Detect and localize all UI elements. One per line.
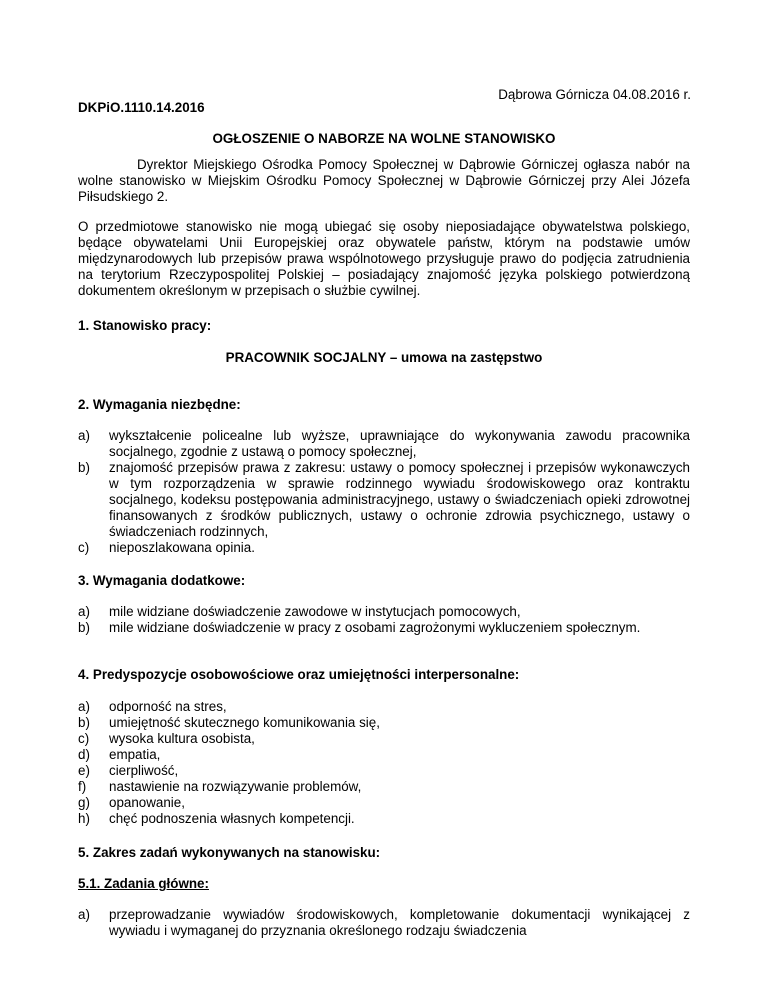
list-item bbox=[78, 699, 690, 715]
section-3-heading: 3. Wymagania dodatkowe: bbox=[78, 573, 246, 588]
list-item-text: cierpliwość, bbox=[109, 763, 179, 778]
list-item-text: znajomość przepisów prawa z zakresu: ustawy o pomocy społecznej i przepisów wykonawczych w tym rozporządzenia w sprawie rodzinnego wywiadu środowiskowego oraz kontraktu socjalnego, kodeksu postępowania administracyjnego, ustawy o świadczeniach opieki zdrowotnej finansowanych z środków publicznych, ustawy o ochronie zdrowia psychicznego, ustawy o świadczeniach rodzinnych, bbox=[109, 460, 690, 539]
list-item-label: a) bbox=[78, 907, 90, 922]
reference-number: DKPiO.1110.14.2016 bbox=[78, 100, 205, 115]
list-item-text: nastawienie na rozwiązywanie problemów, bbox=[109, 779, 362, 794]
list-item-text: wykształcenie policealne lub wyższe, uprawniające do wykonywania zawodu pracownika socjalnego, zgodnie z ustawą o pomocy społecznej, bbox=[109, 428, 690, 459]
section-4-heading: 4. Predyspozycje osobowościowe oraz umiejętności interpersonalne: bbox=[78, 667, 520, 682]
section-2-heading: 2. Wymagania niezbędne: bbox=[78, 397, 241, 412]
list-item-text: odporność na stres, bbox=[109, 699, 227, 714]
list-item bbox=[78, 907, 690, 939]
list-item bbox=[78, 779, 690, 795]
list-item bbox=[78, 540, 690, 556]
list-item-label: c) bbox=[78, 731, 90, 746]
list-item bbox=[78, 747, 690, 763]
list-item-text: opanowanie, bbox=[109, 795, 185, 810]
list-item-text: empatia, bbox=[109, 747, 161, 762]
list-item-label: g) bbox=[78, 795, 90, 810]
list-item-label: a) bbox=[78, 604, 90, 619]
list-item bbox=[78, 731, 690, 747]
list-item bbox=[78, 763, 690, 779]
list-item bbox=[78, 715, 690, 731]
list-item-text: nieposzlakowana opinia. bbox=[109, 540, 255, 555]
position-title: PRACOWNIK SOCJALNY – umowa na zastępstwo bbox=[225, 350, 543, 365]
list-item-text: mile widziane doświadczenie zawodowe w instytucjach pomocowych, bbox=[109, 604, 521, 619]
list-item-label: b) bbox=[78, 715, 90, 730]
list-item-label: c) bbox=[78, 540, 90, 555]
eligibility-paragraph: O przedmiotowe stanowisko nie mogą ubiegać się osoby nieposiadające obywatelstwa polskiego, będące obywatelami Unii Europejskiej oraz obywatele państw, którym na podstawie umów międzynarodowych lub przepisów prawa wspólnotowego przysługuje prawo do podjęcia zatrudnienia na terytorium Rzeczypospolitej Polskiej – posiadający znajomość języka polskiego potwierdzoną dokumentem określonym w przepisach o służbie cywilnej. bbox=[78, 219, 690, 298]
list-item-text: mile widziane doświadczenie w pracy z osobami zagrożonymi wykluczeniem społecznym. bbox=[109, 620, 641, 635]
list-item-label: b) bbox=[78, 620, 90, 635]
list-item-label: f) bbox=[78, 779, 87, 794]
section-1-heading: 1. Stanowisko pracy: bbox=[78, 318, 212, 333]
list-item-text: wysoka kultura osobista, bbox=[109, 731, 255, 746]
list-item-label: d) bbox=[78, 747, 90, 762]
document-date: Dąbrowa Górnicza 04.08.2016 r. bbox=[498, 87, 691, 102]
list-item bbox=[78, 811, 690, 827]
intro-paragraph: Dyrektor Miejskiego Ośrodka Pomocy Społecznej w Dąbrowie Górniczej ogłasza nabór na wolne stanowisko w Miejskim Ośrodku Pomocy Społecznej w Dąbrowie Górniczej przy Alei Józefa Piłsudskiego 2. bbox=[78, 157, 690, 204]
list-item bbox=[78, 460, 690, 540]
personal-traits-list bbox=[78, 699, 690, 827]
list-item-label: a) bbox=[78, 428, 90, 443]
list-item-text: umiejętność skutecznego komunikowania się, bbox=[109, 715, 380, 730]
list-item bbox=[78, 795, 690, 811]
list-item bbox=[78, 620, 690, 636]
additional-qualifications-list bbox=[78, 604, 690, 636]
list-item-label: e) bbox=[78, 763, 90, 778]
list-item-label: a) bbox=[78, 699, 90, 714]
list-item bbox=[78, 604, 690, 620]
section-5-heading: 5. Zakres zadań wykonywanych na stanowisku: bbox=[78, 845, 381, 860]
list-item-text: chęć podnoszenia własnych kompetencji. bbox=[109, 811, 355, 826]
main-tasks-list bbox=[78, 907, 690, 939]
list-item-text: przeprowadzanie wywiadów środowiskowych, kompletowanie dokumentacji wynikającej z wywiadu i wymaganej do przyznania określonego rodzaju świadczenia bbox=[109, 907, 690, 938]
required-qualifications-list bbox=[78, 428, 690, 556]
document-title: OGŁOSZENIE O NABORZE NA WOLNE STANOWISKO bbox=[212, 131, 556, 146]
list-item-label: b) bbox=[78, 460, 90, 475]
section-5-1-heading: 5.1. Zadania główne: bbox=[78, 876, 209, 891]
list-item-label: h) bbox=[78, 811, 90, 826]
list-item bbox=[78, 428, 690, 460]
